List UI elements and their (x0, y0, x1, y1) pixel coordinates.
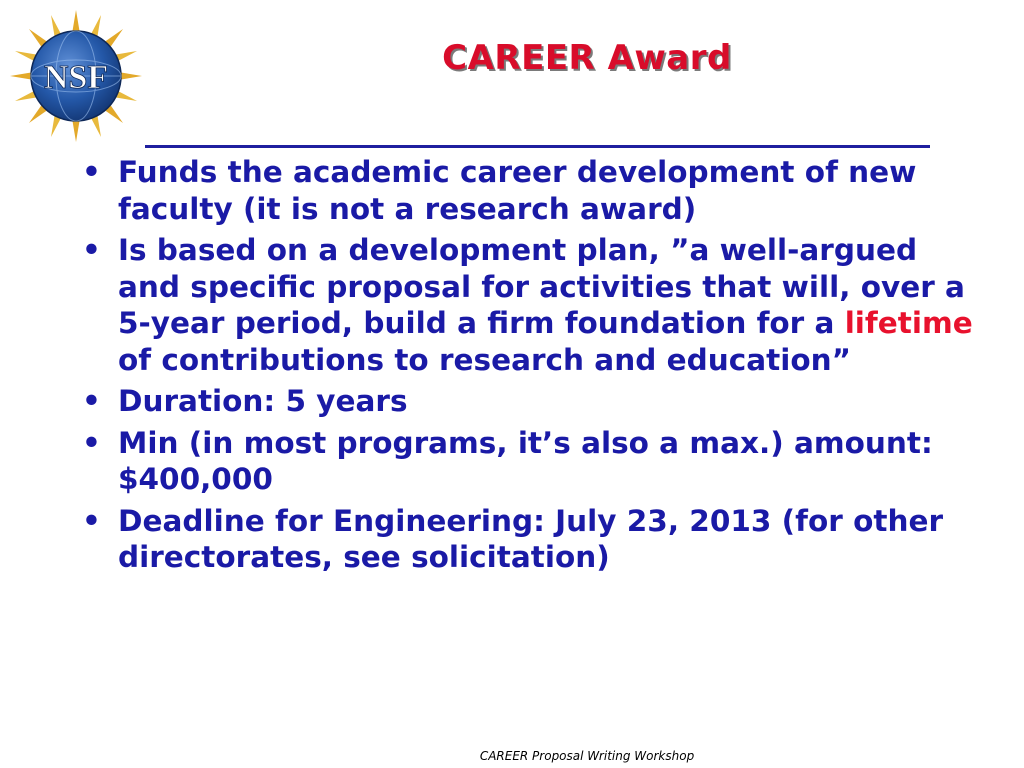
bullet-list (78, 154, 973, 581)
bullet-item (78, 232, 973, 378)
bullet-text: Funds the academic career development of new faculty (it is not a research award) (118, 155, 917, 226)
slide-title: CAREER Award (442, 38, 732, 78)
logo-text: NSF (43, 59, 109, 96)
slide-footer: CAREER Proposal Writing Workshop (479, 749, 695, 763)
bullet-item (78, 503, 973, 576)
bullet-item (78, 383, 973, 420)
bullet-text: Is based on a development plan, ”a well-argued and specific proposal for activities that will, over a 5-year period, build a firm foundation for a (118, 233, 965, 340)
nsf-logo-icon (8, 8, 144, 144)
bullet-text-continued: of contributions to research and education” (118, 342, 851, 377)
bullet-item (78, 154, 973, 227)
bullet-text: Min (in most programs, it’s also a max.) amount: $400,000 (118, 425, 933, 496)
nsf-logo (8, 8, 144, 144)
bullet-text: Deadline for Engineering: July 23, 2013 (for other directorates, see solicitation) (118, 503, 944, 574)
highlighted-word: lifetime (844, 306, 973, 340)
bullet-item (78, 425, 973, 498)
bullet-text: Duration: 5 years (118, 384, 408, 418)
title-underline (145, 145, 930, 148)
